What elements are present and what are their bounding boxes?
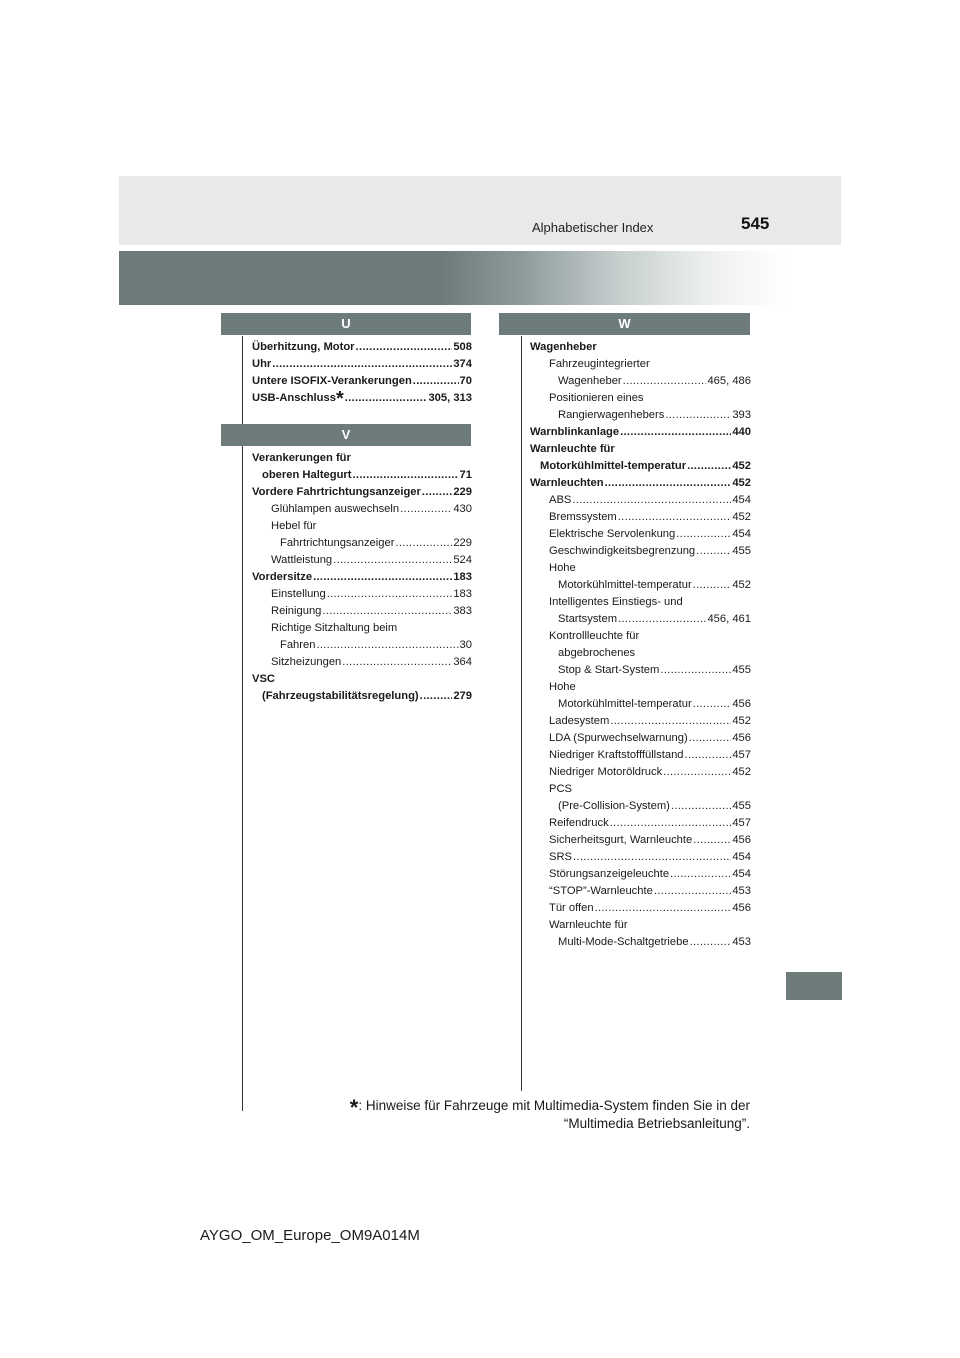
index-entry [530,339,751,356]
index-entry [530,560,751,577]
dot-leader [316,637,458,654]
index-entry-label: (Pre-Collision-System) [558,800,670,812]
index-entry [252,654,472,671]
index-entry-label: Fahren [280,639,316,651]
page-header-title: Alphabetischer Index [532,220,654,235]
footnote-star: * [349,1095,359,1120]
index-entry [530,441,751,458]
index-entry-label: Wagenheber [558,375,622,387]
index-entry [252,552,472,569]
index-entry-label: ABS [549,494,572,506]
index-entry-pages: 183 [453,571,472,583]
index-entry-label: Tür offen [549,902,594,914]
index-entry [530,696,751,713]
index-entry [530,679,751,696]
dot-leader [623,373,707,390]
index-entry-label: Fahrtrichtungsanzeiger [280,537,395,549]
section-header-u: U [221,313,471,335]
index-entry-pages: 452 [732,477,751,489]
dot-leader [687,458,731,475]
index-entry-label: Untere ISOFIX-Verankerungen [252,375,412,387]
index-entry-label: oberen Haltegurt [262,469,352,481]
index-entry-label: Stop & Start-System [558,664,660,676]
index-entry [530,832,751,849]
index-entry-label: Fahrzeugintegrierter [549,358,650,370]
dot-leader [400,501,452,518]
page-number: 545 [741,214,770,233]
index-entry [252,356,472,373]
dot-leader [620,424,731,441]
index-entry [530,781,751,798]
index-entry [530,849,751,866]
index-entry [252,535,472,552]
index-entry-label: Uhr [252,358,272,370]
index-entry-label: Elektrische Servolenkung [549,528,676,540]
index-entry [530,900,751,917]
index-list-u [252,339,472,410]
dot-leader [663,764,731,781]
index-entry-pages: 229 [453,486,472,498]
index-entry [530,730,751,747]
index-list-w [530,339,751,951]
index-entry [530,458,751,475]
index-entry-label: Überhitzung, Motor [252,341,355,353]
index-entry-pages: 453 [732,885,751,897]
dot-leader [693,832,731,849]
dot-leader [356,339,453,356]
index-entry [252,620,472,637]
index-entry-label: Warnblinkanlage [530,426,620,438]
index-entry-pages: 454 [732,528,751,540]
index-entry-label: Motorkühlmittel-temperatur [558,579,692,591]
index-entry-pages: 70 [459,375,472,387]
index-entry-pages: 430 [453,503,472,515]
index-entry-pages: 452 [732,511,751,523]
index-entry [530,713,751,730]
index-entry-label: Ladesystem [549,715,610,727]
dot-leader [696,543,731,560]
index-entry-label: abgebrochenes [558,647,636,659]
dot-leader [690,934,732,951]
dot-leader [685,747,732,764]
dot-leader [333,552,452,569]
index-entry-label: Wagenheber [530,341,597,353]
index-entry-label: Sitzheizungen [271,656,342,668]
index-entry [530,577,751,594]
index-entry-pages: 305, 313 [428,392,472,404]
index-entry [252,603,472,620]
index-entry-pages: 452 [732,460,751,472]
index-entry-label: Hohe [549,681,576,693]
index-entry [252,637,472,654]
dot-leader [670,866,731,883]
index-entry-pages: 453 [732,936,751,948]
index-entry-label: Niedriger Motoröldruck [549,766,663,778]
index-entry-pages: 440 [732,426,751,438]
index-entry-pages: 456, 461 [707,613,751,625]
dot-leader [353,467,459,484]
index-entry-label: Warnleuchte für [549,919,628,931]
decorative-gradient-band [119,251,789,305]
index-entry [530,611,751,628]
index-entry-pages: 508 [453,341,472,353]
index-entry [252,484,472,501]
index-entry-pages: 465, 486 [707,375,751,387]
index-entry-pages: 524 [453,554,472,566]
dot-leader [420,688,453,705]
index-entry-pages: 452 [732,715,751,727]
dot-leader [342,654,452,671]
index-entry-pages: 455 [732,664,751,676]
section-header-v: V [221,424,471,446]
index-entry [530,883,751,900]
index-entry-pages: 455 [732,800,751,812]
index-entry-label: Niedriger Kraftstofffüllstand [549,749,684,761]
index-entry-label: Kontrollleuchte für [549,630,640,642]
index-entry [530,917,751,934]
index-entry-label: Rangierwagenhebers [558,409,665,421]
index-entry [252,339,472,356]
index-entry-label: “STOP”-Warnleuchte [549,885,653,897]
dot-leader [660,662,731,679]
index-entry-label: Startsystem [558,613,618,625]
index-list-v [252,450,472,705]
index-entry [530,509,751,526]
dot-leader [327,586,453,603]
index-entry [530,594,751,611]
footnote [230,1094,750,1133]
index-entry-label: Glühlampen auswechseln [271,503,400,515]
column-rule-left [242,336,243,1111]
column-rule-right [521,336,522,1091]
index-entry [530,662,751,679]
index-entry-label: Reifendruck [549,817,609,829]
index-entry-label: Verankerungen für [252,452,351,464]
index-entry-label: LDA (Spurwechselwarnung) [549,732,688,744]
dot-leader [618,509,732,526]
index-entry-pages: 456 [732,698,751,710]
index-entry-pages: 456 [732,732,751,744]
dot-leader [605,475,732,492]
index-entry-label: PCS [549,783,573,795]
dot-leader [595,900,732,917]
index-entry [252,569,472,586]
index-entry [252,501,472,518]
index-entry-pages: 364 [453,656,472,668]
dot-leader [671,798,731,815]
dot-leader [654,883,732,900]
index-entry-label: SRS [549,851,573,863]
dot-leader [322,603,452,620]
dot-leader [618,611,706,628]
index-entry-label: USB-Anschluss [252,392,336,404]
dot-leader [676,526,731,543]
index-entry [530,390,751,407]
document-id: AYGO_OM_Europe_OM9A014M [200,1227,420,1244]
index-entry [530,798,751,815]
index-entry: USB-Anschluss * ..... 305, 313 [252,390,472,407]
index-entry-label: Sicherheitsgurt, Warnleuchte [549,834,693,846]
index-entry [530,934,751,951]
index-entry-label: Geschwindigkeitsbegrenzung [549,545,696,557]
header-band [119,176,841,245]
index-entry [530,492,751,509]
dot-leader [422,484,452,501]
index-entry-label: Multi-Mode-Schaltgetriebe [558,936,689,948]
dot-leader [313,569,452,586]
dot-leader [272,356,452,373]
chapter-side-tab [786,972,842,1000]
index-entry-pages: 452 [732,766,751,778]
index-entry [530,815,751,832]
index-entry [530,373,751,390]
index-entry-label: Störungsanzeigeleuchte [549,868,670,880]
dot-leader [610,713,731,730]
dot-leader [610,815,732,832]
index-entry-label: Bremssystem [549,511,617,523]
dot-leader [665,407,731,424]
dot-leader [572,492,731,509]
index-entry [530,747,751,764]
index-entry-label: Positionieren eines [549,392,644,404]
index-entry-label: (Fahrzeugstabilitätsregelung) [262,690,419,702]
index-entry-pages: 454 [732,494,751,506]
index-entry-pages: 455 [732,545,751,557]
index-entry-label: Reinigung [271,605,322,617]
index-entry [252,450,472,467]
index-entry-pages: 456 [732,834,751,846]
index-entry-pages: 456 [732,902,751,914]
index-entry-pages: 30 [459,639,472,651]
dot-leader [345,390,428,407]
index-entry-pages: 454 [732,851,751,863]
index-entry-label: Hebel für [271,520,317,532]
index-entry-pages: 454 [732,868,751,880]
index-entry-label: Intelligentes Einstiegs- und [549,596,683,608]
dot-leader [395,535,452,552]
index-entry [530,475,751,492]
index-entry-label: Motorkühlmittel-temperatur [558,698,692,710]
index-entry [252,518,472,535]
dot-leader [689,730,732,747]
section-header-w: W [499,313,750,335]
index-entry-pages: 393 [732,409,751,421]
index-entry [252,688,472,705]
index-entry-pages: 383 [453,605,472,617]
index-entry-label: Richtige Sitzhaltung beim [271,622,398,634]
index-entry [530,526,751,543]
index-entry-label: Wattleistung [271,554,333,566]
index-entry-label: Vordersitze [252,571,313,583]
index-entry-pages: 71 [459,469,472,481]
index-entry-label: Einstellung [271,588,326,600]
dot-leader [693,696,732,713]
index-entry-pages: 183 [453,588,472,600]
index-entry [252,373,472,390]
index-entry [252,586,472,603]
dot-leader [413,373,459,390]
index-entry [530,543,751,560]
index-entry [252,671,472,688]
index-entry [530,645,751,662]
index-entry-pages: 279 [453,690,472,702]
index-entry [530,407,751,424]
index-entry [252,467,472,484]
dot-leader [693,577,732,594]
index-entry-pages: 229 [453,537,472,549]
index-entry-pages: 457 [732,817,751,829]
index-entry-label: Warnleuchte für [530,443,615,455]
index-entry-pages: 452 [732,579,751,591]
index-entry-label: Warnleuchten [530,477,604,489]
index-entry [530,424,751,441]
footnote-line1: : Hinweise für Fahrzeuge mit Multimedia-System finden Sie in der [358,1098,750,1113]
index-entry [530,764,751,781]
index-entry [530,356,751,373]
index-entry-label: Hohe [549,562,576,574]
index-entry-label: Vordere Fahrtrichtungsanzeiger [252,486,421,498]
index-entry-pages: 374 [453,358,472,370]
index-entry [530,866,751,883]
dot-leader [573,849,731,866]
footnote-line2: “Multimedia Betriebsanleitung”. [563,1116,750,1131]
index-entry [530,628,751,645]
index-entry-label: VSC [252,673,276,685]
index-entry-pages: 457 [732,749,751,761]
index-entry-label: Motorkühlmittel-temperatur [540,460,687,472]
